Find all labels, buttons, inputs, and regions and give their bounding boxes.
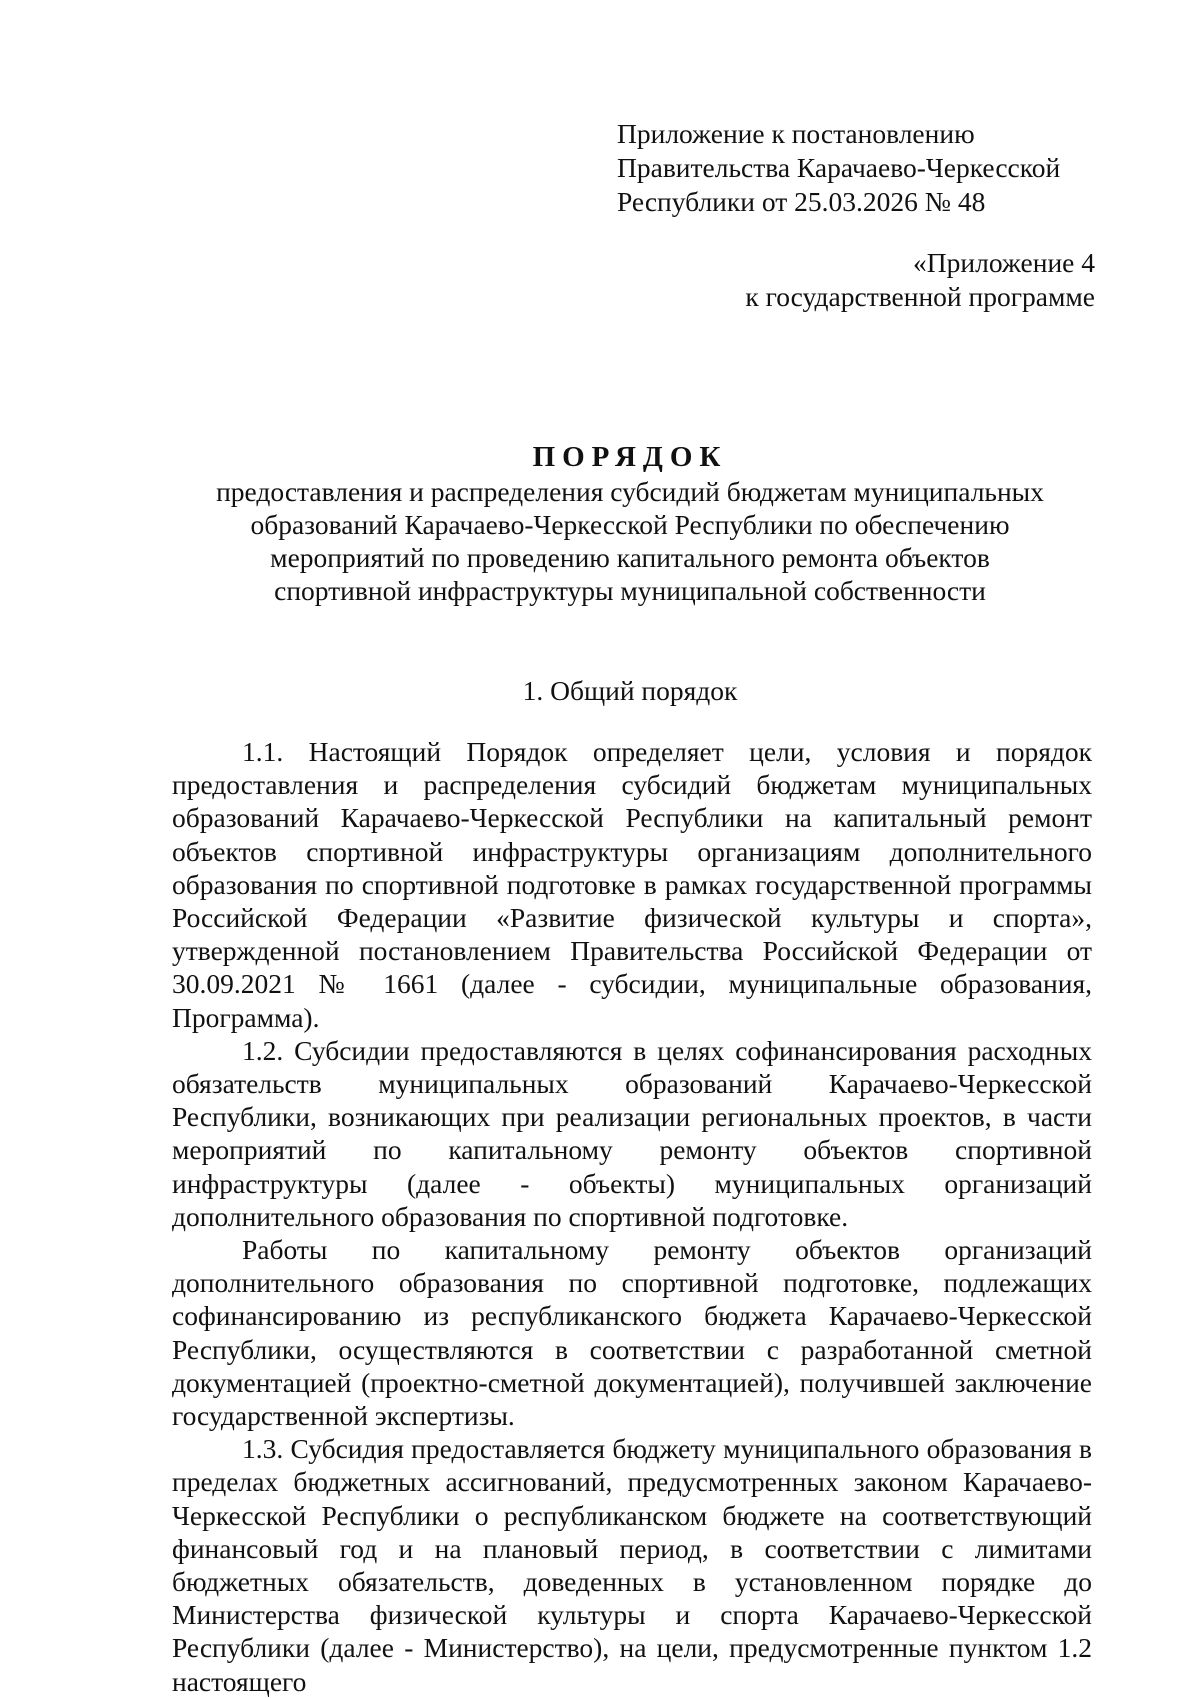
approval-block bbox=[617, 117, 1137, 219]
paragraph-1-3: 1.3. Субсидия предоставляется бюджету муниципального образования в пределах бюджетных ассигнований, предусмотренных законом Карачаево-Черкесской Республики о республиканском бюджете на соответствующий финансовый год и на плановый период, в соответствии с лимитами бюджетных обязательств, доведенных в установленном порядке до Министерства физической культуры и спорта Карачаево-Черкесской Республики (далее - Министерство), на цели, предусмотренные пунктом 1.2 настоящего bbox=[172, 1433, 1092, 1697]
appendix-block bbox=[575, 246, 1095, 314]
appendix-line: «Приложение 4 bbox=[913, 247, 1095, 278]
approval-line: Республики от 25.03.2026 № 48 bbox=[617, 186, 986, 217]
subtitle-line: мероприятий по проведению капитального ремонта объектов bbox=[270, 542, 990, 573]
approval-line: Приложение к постановлению bbox=[617, 118, 975, 149]
subtitle-line: образований Карачаево-Черкесской Республики по обеспечению bbox=[250, 509, 1010, 540]
section-title: 1. Общий порядок bbox=[522, 675, 738, 706]
paragraph-works: Работы по капитальному ремонту объектов организаций дополнительного образования по спортивной подготовке, подлежащих софинансированию из республиканского бюджета Карачаево-Черкесской Республики, осуществляются в соответствии с разработанной сметной документацией (проектно-сметной документацией), получившей заключение государственной экспертизы. bbox=[172, 1234, 1092, 1432]
approval-line: Правительства Карачаево-Черкесской bbox=[617, 152, 1061, 183]
paragraph-1-2: 1.2. Субсидии предоставляются в целях софинансирования расходных обязательств муниципальных образований Карачаево-Черкесской Республики, возникающих при реализации региональных проектов, в части мероприятий по капитальному ремонту объектов спортивной инфраструктуры (далее - объекты) муниципальных организаций дополнительного образования по спортивной подготовке. bbox=[172, 1034, 1092, 1232]
document-title: ПОРЯДОК bbox=[532, 441, 728, 473]
section-body bbox=[172, 735, 1092, 1698]
subtitle-line: предоставления и распределения субсидий бюджетам муниципальных bbox=[216, 476, 1044, 507]
subtitle-line: спортивной инфраструктуры муниципальной собственности bbox=[274, 575, 986, 606]
document-subtitle bbox=[150, 475, 1110, 607]
paragraph-1-1: 1.1. Настоящий Порядок определяет цели, условия и порядок предоставления и распределения субсидий бюджетам муниципальных образований Карачаево-Черкесской Республики на капитальный ремонт объектов спортивной инфраструктуры организациям дополнительного образования по спортивной подготовке в рамках государственной программы Российской Федерации «Развитие физической культуры и спорта», утвержденной постановлением Правительства Российской Федерации от 30.09.2021 № 1661 (далее - субсидии, муниципальные образования, Программа). bbox=[172, 736, 1092, 1033]
appendix-line: к государственной программе bbox=[745, 281, 1095, 312]
